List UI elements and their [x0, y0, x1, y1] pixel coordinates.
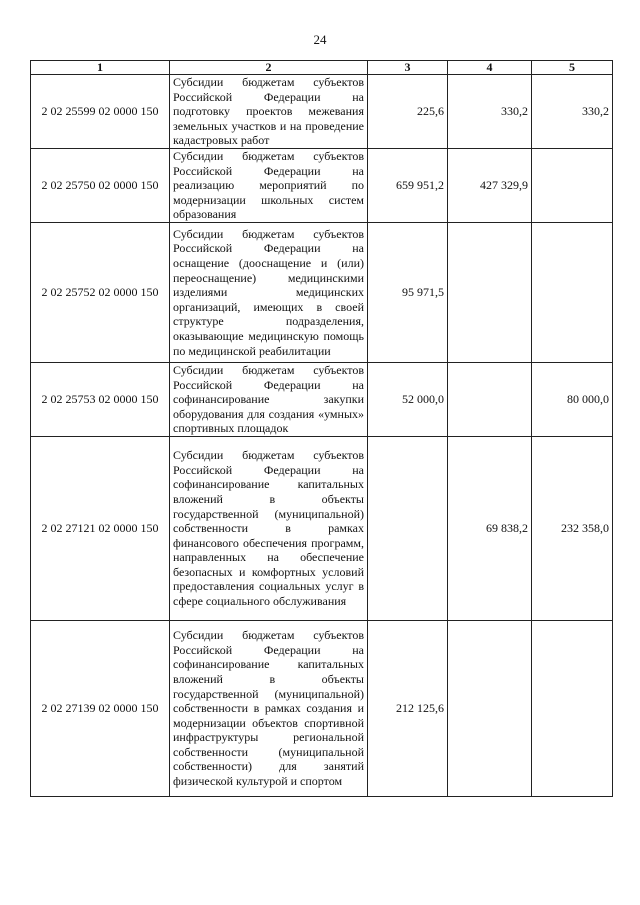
value-col3	[368, 436, 448, 620]
budget-code: 2 02 27121 02 0000 150	[31, 436, 170, 620]
budget-table	[30, 60, 613, 797]
page-number: 24	[313, 32, 327, 47]
value-col3: 659 951,2	[368, 148, 448, 222]
column-header-4: 4	[448, 61, 532, 75]
description: Субсидии бюджетам субъектов Российской Федерации на подготовку проектов межевания земельных участков и на проведение кадастровых работ	[170, 75, 368, 149]
value-col4	[448, 222, 532, 362]
description: Субсидии бюджетам субъектов Российской Федерации на софинансирование закупки оборудования для создания «умных» спортивных площадок	[170, 362, 368, 436]
budget-code: 2 02 25599 02 0000 150	[31, 75, 170, 149]
description: Субсидии бюджетам субъектов Российской Федерации на реализацию мероприятий по модернизации школьных систем образования	[170, 148, 368, 222]
value-col4	[448, 620, 532, 796]
value-col4: 330,2	[448, 75, 532, 149]
header-row	[31, 61, 613, 75]
column-header-5: 5	[532, 61, 613, 75]
table-row	[31, 222, 613, 362]
description: Субсидии бюджетам субъектов Российской Федерации на софинансирование капитальных вложений в объекты государственной (муниципальной) собственности в рамках финансового обеспечения программ, направленных на обеспечение безопасных и комфортных условий предоставления социальных услуг в сфере социального обслуживания	[170, 436, 368, 620]
value-col4: 69 838,2	[448, 436, 532, 620]
value-col4	[448, 362, 532, 436]
column-header-1: 1	[31, 61, 170, 75]
budget-code: 2 02 25753 02 0000 150	[31, 362, 170, 436]
value-col3: 212 125,6	[368, 620, 448, 796]
budget-code: 2 02 27139 02 0000 150	[31, 620, 170, 796]
table-row	[31, 436, 613, 620]
value-col3: 225,6	[368, 75, 448, 149]
table-row	[31, 620, 613, 796]
budget-code: 2 02 25752 02 0000 150	[31, 222, 170, 362]
budget-code: 2 02 25750 02 0000 150	[31, 148, 170, 222]
value-col5: 330,2	[532, 75, 613, 149]
table-row	[31, 148, 613, 222]
value-col3: 95 971,5	[368, 222, 448, 362]
value-col4: 427 329,9	[448, 148, 532, 222]
column-header-3: 3	[368, 61, 448, 75]
table-row	[31, 75, 613, 149]
value-col5	[532, 148, 613, 222]
description: Субсидии бюджетам субъектов Российской Федерации на оснащение (дооснащение и (или) переоснащение) медицинскими изделиями медицинских организаций, имеющих в своей структуре подразделения, оказывающие медицинскую помощь по медицинской реабилитации	[170, 222, 368, 362]
value-col5	[532, 620, 613, 796]
table-row	[31, 362, 613, 436]
column-header-2: 2	[170, 61, 368, 75]
value-col5	[532, 222, 613, 362]
value-col5: 80 000,0	[532, 362, 613, 436]
value-col3: 52 000,0	[368, 362, 448, 436]
value-col5: 232 358,0	[532, 436, 613, 620]
description: Субсидии бюджетам субъектов Российской Федерации на софинансирование капитальных вложений в объекты государственной (муниципальной) собственности в рамках создания и модернизации объектов спортивной инфраструктуры региональной собственности (муниципальной собственности) для занятий физической культурой и спортом	[170, 620, 368, 796]
